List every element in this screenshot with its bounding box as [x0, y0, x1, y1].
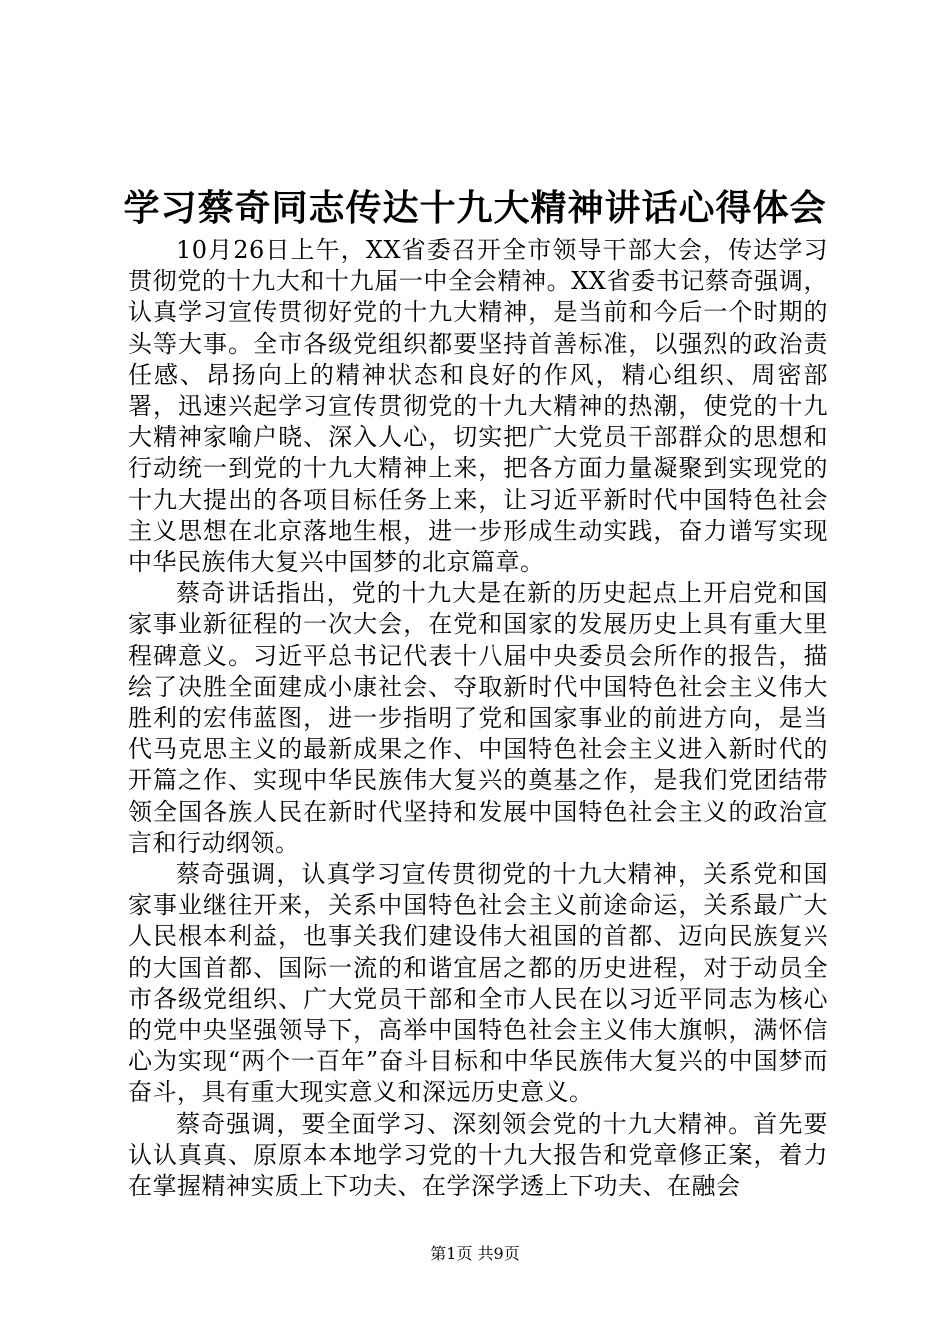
paragraph-1: 10月26日上午，XX省委召开全市领导干部大会，传达学习贯彻党的十九大和十九届一中全会精神。XX省委书记蔡奇强调，认真学习宣传贯彻好党的十九大精神，是当前和今后一个时期的头等大事。全市各级党组织都要坚持首善标准，以强烈的政治责任感、昂扬向上的精神状态和良好的作风，精心组织、周密部署，迅速兴起学习宣传贯彻党的十九大精神的热潮，使党的十九大精神家喻户晓、深入人心，切实把广大党员干部群众的思想和行动统一到党的十九大精神上来，把各方面力量凝聚到实现党的十九大提出的各项目标任务上来，让习近平新时代中国特色社会主义思想在北京落地生根，进一步形成生动实践，奋力谱写实现中华民族伟大复兴中国梦的北京篇章。 — [128, 236, 828, 577]
page-footer: 第1页 共9页 — [430, 1244, 520, 1263]
paragraph-3: 蔡奇强调，认真学习宣传贯彻党的十九大精神，关系党和国家事业继往开来，关系中国特色社会主义前途命运，关系最广大人民根本利益，也事关我们建设伟大祖国的首都、迈向民族复兴的大国首都、国际一流的和谐宜居之都的历史进程，对于动员全市各级党组织、广大党员干部和全市人民在以习近平同志为核心的党中央坚强领导下，高举中国特色社会主义伟大旗帜，满怀信心为实现“两个一百年”奋斗目标和中华民族伟大复兴的中国梦而奋斗，具有重大现实意义和深远历史意义。 — [128, 860, 828, 1107]
paragraph-4: 蔡奇强调，要全面学习、深刻领会党的十九大精神。首先要认认真真、原原本本地学习党的十九大报告和党章修正案，着力在掌握精神实质上下功夫、在学深学透上下功夫、在融会 — [128, 1109, 828, 1201]
document-body — [128, 235, 828, 1202]
paragraph-2: 蔡奇讲话指出，党的十九大是在新的历史起点上开启党和国家事业新征程的一次大会，在党和国家的发展历史上具有重大里程碑意义。习近平总书记代表十八届中央委员会所作的报告，描绘了决胜全面建成小康社会、夺取新时代中国特色社会主义伟大胜利的宏伟蓝图，进一步指明了党和国家事业的前进方向，是当代马克思主义的最新成果之作、中国特色社会主义进入新时代的开篇之作、实现中华民族伟大复兴的奠基之作，是我们党团结带领全国各族人民在新时代坚持和发展中国特色社会主义的政治宣言和行动纲领。 — [128, 579, 828, 857]
document-title: 学习蔡奇同志传达十九大精神讲话心得体会 — [123, 187, 827, 229]
